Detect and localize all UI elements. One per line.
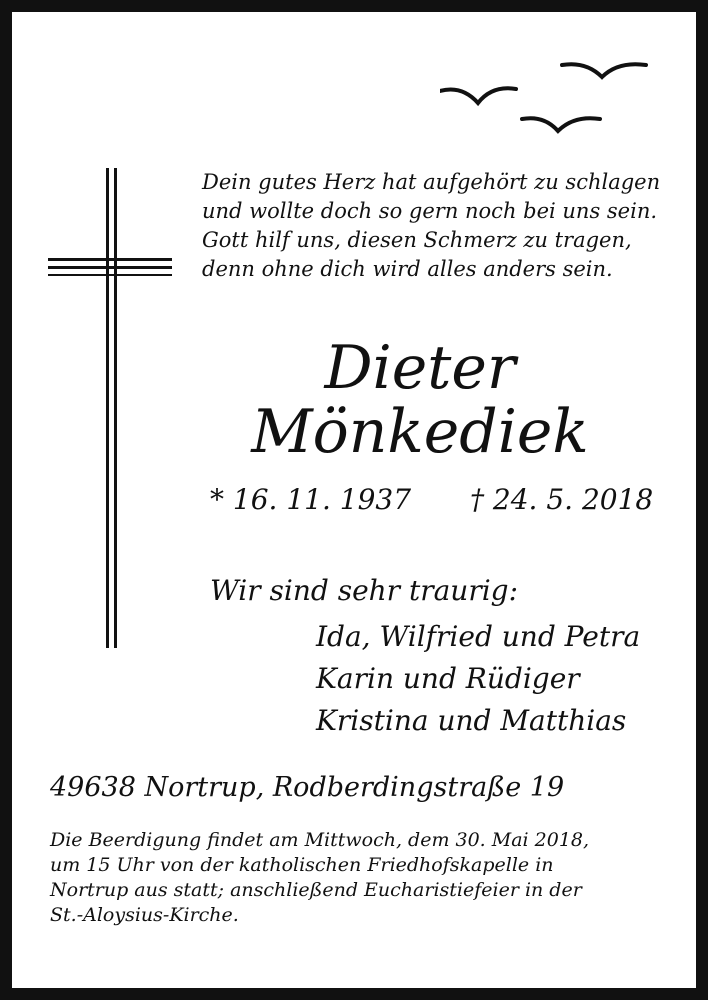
poem (202, 168, 661, 284)
funeral-line: um 15 Uhr von der katholischen Friedhofskapelle in (50, 854, 554, 876)
mourner-names: Kristina und Matthias (316, 704, 627, 737)
poem-line: und wollte doch so gern noch bei uns sein. (202, 199, 658, 223)
mourners-intro: Wir sind sehr traurig: (210, 574, 519, 607)
deceased-first-name: Dieter (324, 333, 516, 403)
funeral-line: Nortrup aus statt; anschließend Eucharistiefeier in der (50, 879, 582, 901)
deceased-last-name: Mönkediek (251, 397, 589, 467)
cross-icon (48, 168, 176, 648)
funeral-line: St.-Aloysius-Kirche. (50, 904, 239, 926)
mourner-names: Ida, Wilfried und Petra (316, 620, 641, 653)
poem-line: Gott hilf uns, diesen Schmerz zu tragen, (202, 228, 632, 252)
mourner-names: Karin und Rüdiger (316, 662, 580, 695)
birds-icon (440, 55, 650, 145)
poem-line: Dein gutes Herz hat aufgehört zu schlagen (202, 170, 661, 194)
family-address: 49638 Nortrup, Rodberdingstraße 19 (50, 772, 565, 803)
poem-line: denn ohne dich wird alles anders sein. (202, 257, 613, 281)
death-date: † 24. 5. 2018 (470, 483, 654, 516)
funeral-line: Die Beerdigung findet am Mittwoch, dem 30. Mai 2018, (50, 829, 590, 851)
birth-date: * 16. 11. 1937 (210, 483, 412, 516)
funeral-notice (50, 828, 660, 928)
